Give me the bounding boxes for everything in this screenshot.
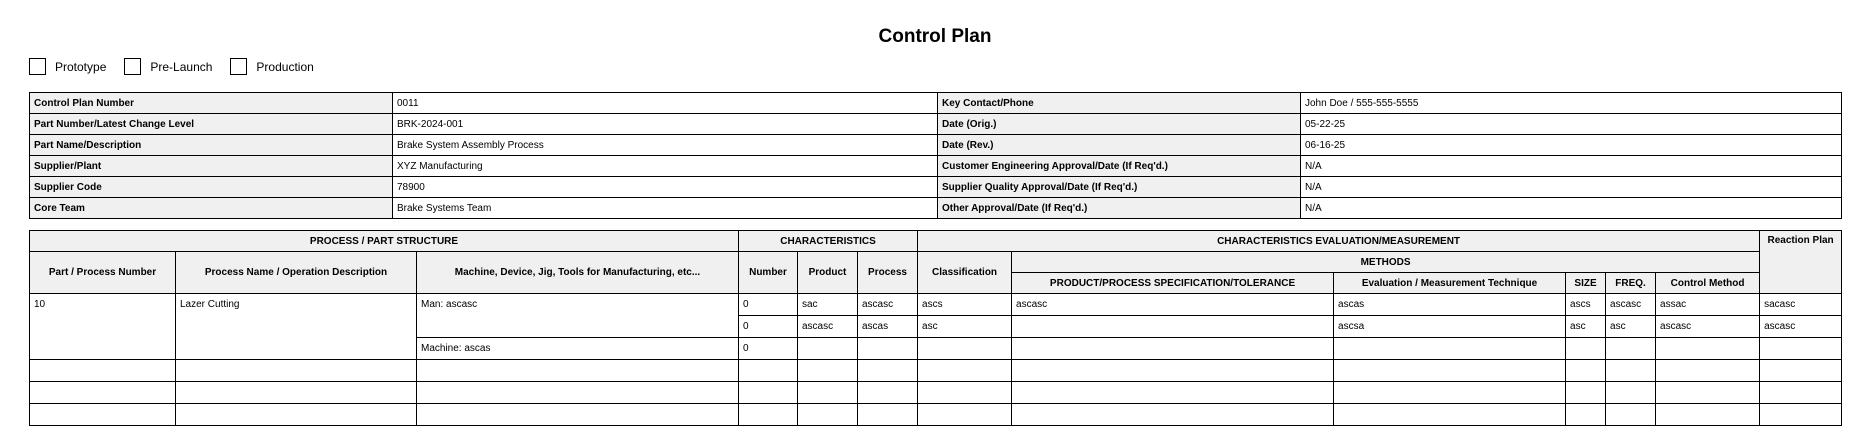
- empty-cell[interactable]: [918, 404, 1012, 426]
- page-title: Control Plan: [878, 26, 992, 47]
- reaction-plan-cell[interactable]: sacasc: [1760, 294, 1842, 316]
- info-row: [30, 114, 1842, 135]
- evaluation-header: CHARACTERISTICS EVALUATION/MEASUREMENT: [918, 231, 1760, 252]
- empty-cell[interactable]: [1012, 404, 1334, 426]
- empty-cell[interactable]: [176, 404, 417, 426]
- info-value[interactable]: Brake Systems Team: [393, 198, 938, 219]
- info-label: Supplier Quality Approval/Date (If Req'd.): [938, 177, 1301, 198]
- empty-cell[interactable]: [739, 382, 798, 404]
- size-cell[interactable]: asc: [1566, 316, 1606, 338]
- info-value[interactable]: XYZ Manufacturing: [393, 156, 938, 177]
- info-label: Control Plan Number: [30, 93, 393, 114]
- number-cell[interactable]: 0: [739, 316, 798, 338]
- info-value[interactable]: John Doe / 555-555-5555: [1301, 93, 1842, 114]
- empty-cell[interactable]: [1760, 382, 1842, 404]
- machine-header: Machine, Device, Jig, Tools for Manufacturing, etc...: [417, 252, 739, 294]
- process-cell[interactable]: [858, 338, 918, 360]
- control-plan-info-table: [29, 92, 1842, 219]
- empty-cell[interactable]: [1606, 360, 1656, 382]
- info-row: [30, 177, 1842, 198]
- empty-cell[interactable]: [739, 404, 798, 426]
- size-cell[interactable]: [1566, 338, 1606, 360]
- reaction-plan-cell[interactable]: ascasc: [1760, 316, 1842, 338]
- technique-cell[interactable]: ascsa: [1334, 316, 1566, 338]
- number-cell[interactable]: 0: [739, 338, 798, 360]
- info-label: Core Team: [30, 198, 393, 219]
- info-value[interactable]: N/A: [1301, 198, 1842, 219]
- empty-cell[interactable]: [417, 360, 739, 382]
- info-label: Customer Engineering Approval/Date (If Req'd.): [938, 156, 1301, 177]
- info-value[interactable]: N/A: [1301, 156, 1842, 177]
- empty-cell[interactable]: [1606, 404, 1656, 426]
- control-method-header: Control Method: [1656, 273, 1760, 294]
- checkbox-label: Prototype: [55, 59, 107, 74]
- table-row: [30, 294, 1842, 316]
- info-value[interactable]: Brake System Assembly Process: [393, 135, 938, 156]
- empty-cell[interactable]: [1656, 360, 1760, 382]
- part-process-number-cell[interactable]: 10: [30, 294, 176, 360]
- eval-technique-header: Evaluation / Measurement Technique: [1334, 273, 1566, 294]
- info-row: [30, 156, 1842, 177]
- info-label: Key Contact/Phone: [938, 93, 1301, 114]
- number-cell[interactable]: 0: [739, 294, 798, 316]
- spec-cell[interactable]: [1012, 338, 1334, 360]
- reaction-plan-header: Reaction Plan: [1760, 231, 1842, 294]
- pre-launch-checkbox[interactable]: [124, 58, 212, 75]
- machine-cell[interactable]: Man: ascasc: [417, 294, 739, 338]
- table-row: [30, 404, 1842, 426]
- control-method-cell[interactable]: [1656, 338, 1760, 360]
- empty-cell[interactable]: [1012, 360, 1334, 382]
- empty-cell[interactable]: [417, 382, 739, 404]
- classification-cell[interactable]: ascs: [918, 294, 1012, 316]
- classification-cell[interactable]: [918, 338, 1012, 360]
- reaction-plan-cell[interactable]: [1760, 338, 1842, 360]
- freq-cell[interactable]: asc: [1606, 316, 1656, 338]
- technique-cell[interactable]: ascas: [1334, 294, 1566, 316]
- empty-cell[interactable]: [1334, 382, 1566, 404]
- empty-cell[interactable]: [858, 360, 918, 382]
- machine-cell[interactable]: Machine: ascas: [417, 338, 739, 360]
- product-cell[interactable]: sac: [798, 294, 858, 316]
- process-cell[interactable]: ascasc: [858, 294, 918, 316]
- control-method-cell[interactable]: ascasc: [1656, 316, 1760, 338]
- info-label: Supplier/Plant: [30, 156, 393, 177]
- product-cell[interactable]: [798, 338, 858, 360]
- info-value[interactable]: 0011: [393, 93, 938, 114]
- characteristics-header: CHARACTERISTICS: [739, 231, 918, 252]
- table-row: [30, 360, 1842, 382]
- checkbox-box[interactable]: [29, 58, 46, 75]
- empty-cell[interactable]: [1656, 382, 1760, 404]
- size-header: SIZE: [1566, 273, 1606, 294]
- empty-cell[interactable]: [1566, 382, 1606, 404]
- info-value[interactable]: 05-22-25: [1301, 114, 1842, 135]
- process-cell[interactable]: ascas: [858, 316, 918, 338]
- checkbox-box[interactable]: [124, 58, 141, 75]
- empty-cell[interactable]: [858, 382, 918, 404]
- table-header-row: [30, 252, 1842, 273]
- production-checkbox[interactable]: [230, 58, 313, 75]
- info-row: [30, 198, 1842, 219]
- empty-cell[interactable]: [1656, 404, 1760, 426]
- info-label: Other Approval/Date (If Req'd.): [938, 198, 1301, 219]
- info-label: Part Number/Latest Change Level: [30, 114, 393, 135]
- empty-cell[interactable]: [798, 404, 858, 426]
- empty-cell[interactable]: [417, 404, 739, 426]
- info-row: [30, 135, 1842, 156]
- technique-cell[interactable]: [1334, 338, 1566, 360]
- prototype-checkbox[interactable]: [29, 58, 106, 75]
- info-label: Date (Rev.): [938, 135, 1301, 156]
- empty-cell[interactable]: [918, 360, 1012, 382]
- phase-checkbox-group: [29, 58, 332, 75]
- empty-cell[interactable]: [798, 360, 858, 382]
- methods-header: METHODS: [1012, 252, 1760, 273]
- info-value[interactable]: BRK-2024-001: [393, 114, 938, 135]
- size-cell[interactable]: ascs: [1566, 294, 1606, 316]
- classification-header: Classification: [918, 252, 1012, 294]
- control-method-cell[interactable]: assac: [1656, 294, 1760, 316]
- process-name-cell[interactable]: Lazer Cutting: [176, 294, 417, 360]
- empty-cell[interactable]: [30, 382, 176, 404]
- process-header: Process: [858, 252, 918, 294]
- empty-cell[interactable]: [1334, 360, 1566, 382]
- control-plan-table: [29, 230, 1842, 426]
- empty-cell[interactable]: [176, 382, 417, 404]
- part-process-number-header: Part / Process Number: [30, 252, 176, 294]
- empty-cell[interactable]: [30, 404, 176, 426]
- info-label: Supplier Code: [30, 177, 393, 198]
- empty-cell[interactable]: [1334, 404, 1566, 426]
- empty-cell[interactable]: [739, 360, 798, 382]
- empty-cell[interactable]: [798, 382, 858, 404]
- info-label: Part Name/Description: [30, 135, 393, 156]
- spec-cell[interactable]: ascasc: [1012, 294, 1334, 316]
- info-value[interactable]: 06-16-25: [1301, 135, 1842, 156]
- product-header: Product: [798, 252, 858, 294]
- number-header: Number: [739, 252, 798, 294]
- classification-cell[interactable]: asc: [918, 316, 1012, 338]
- empty-cell[interactable]: [858, 404, 918, 426]
- process-part-structure-header: PROCESS / PART STRUCTURE: [30, 231, 739, 252]
- freq-cell[interactable]: [1606, 338, 1656, 360]
- product-cell[interactable]: ascasc: [798, 316, 858, 338]
- empty-cell[interactable]: [918, 382, 1012, 404]
- empty-cell[interactable]: [1760, 360, 1842, 382]
- info-value[interactable]: N/A: [1301, 177, 1842, 198]
- empty-cell[interactable]: [1566, 360, 1606, 382]
- empty-cell[interactable]: [176, 360, 417, 382]
- empty-cell[interactable]: [30, 360, 176, 382]
- empty-cell[interactable]: [1606, 382, 1656, 404]
- checkbox-label: Production: [256, 59, 314, 74]
- empty-cell[interactable]: [1012, 382, 1334, 404]
- empty-cell[interactable]: [1566, 404, 1606, 426]
- checkbox-box[interactable]: [230, 58, 247, 75]
- spec-cell[interactable]: [1012, 316, 1334, 338]
- freq-cell[interactable]: ascasc: [1606, 294, 1656, 316]
- info-value[interactable]: 78900: [393, 177, 938, 198]
- info-label: Date (Orig.): [938, 114, 1301, 135]
- spec-tolerance-header: PRODUCT/PROCESS SPECIFICATION/TOLERANCE: [1012, 273, 1334, 294]
- table-row: [30, 382, 1842, 404]
- checkbox-label: Pre-Launch: [150, 59, 213, 74]
- info-row: [30, 93, 1842, 114]
- process-name-header: Process Name / Operation Description: [176, 252, 417, 294]
- empty-cell[interactable]: [1760, 404, 1842, 426]
- freq-header: FREQ.: [1606, 273, 1656, 294]
- table-header-row: [30, 231, 1842, 252]
